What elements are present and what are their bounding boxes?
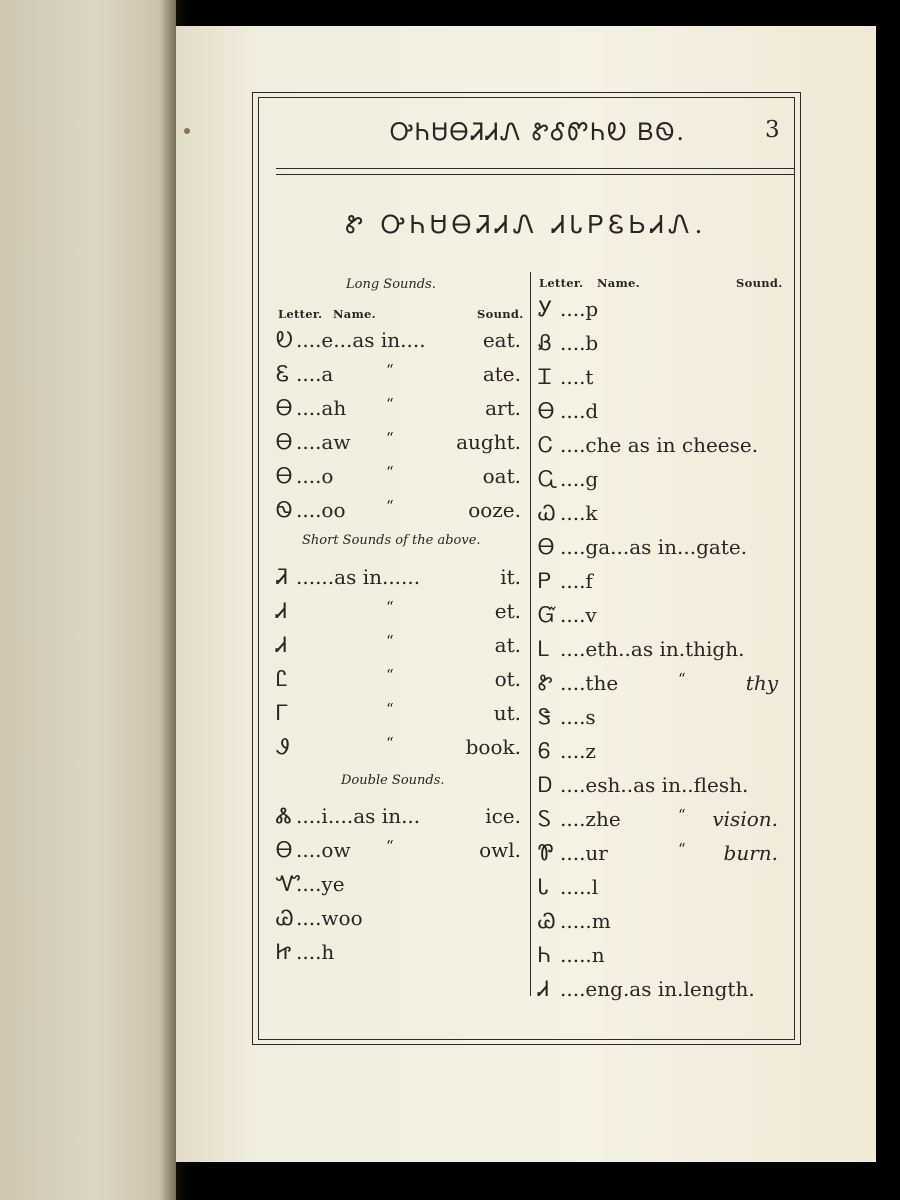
long-sounds-heading: Long Sounds. <box>346 277 436 292</box>
cherokee-letter: Ꮧ <box>538 977 549 1001</box>
cherokee-letter: Ꮎ <box>276 430 293 454</box>
cherokee-letter: Ꮖ <box>538 365 552 389</box>
header-rule-top <box>276 168 795 169</box>
cherokee-letter: Ꮥ <box>538 705 552 729</box>
left-col-letter-header: Letter. <box>278 307 323 321</box>
letter-name: .....n <box>560 943 605 967</box>
cherokee-letter: Ꮬ <box>276 804 292 828</box>
example-word: aught. <box>456 430 521 454</box>
letter-name: ....ur <box>560 841 608 865</box>
cherokee-letter: Ꮭ <box>276 667 288 691</box>
cherokee-letter: Ꮁ <box>276 701 289 725</box>
alphabet-row <box>538 807 778 833</box>
letter-name: ....esh..as in..flesh. <box>560 773 749 797</box>
alphabet-row <box>276 633 523 659</box>
letter-name: ....f <box>560 569 593 593</box>
alphabet-row <box>538 909 778 935</box>
cherokee-letter: Ꭹ <box>538 297 553 321</box>
letter-name: ....woo <box>296 906 363 930</box>
cherokee-letter: Ꮒ <box>538 943 551 967</box>
right-col-letter-header: Letter. <box>539 276 584 290</box>
alphabet-row <box>276 667 523 693</box>
letter-name: ....g <box>560 467 599 491</box>
alphabet-row <box>538 569 778 595</box>
alphabet-row <box>276 362 523 388</box>
example-word: it. <box>500 565 521 589</box>
cherokee-letter: Ꮨ <box>276 565 288 589</box>
example-word: art. <box>485 396 521 420</box>
example-word: vision. <box>712 807 778 831</box>
cherokee-letter: Ꮎ <box>276 464 293 488</box>
letter-name: ....eth..as in.thigh. <box>560 637 745 661</box>
letter-name: ....ow <box>296 838 351 862</box>
alphabet-row <box>276 701 523 727</box>
alphabet-row <box>538 297 778 323</box>
alphabet-row <box>276 804 523 830</box>
cherokee-letter: Ꮎ <box>538 399 555 423</box>
alphabet-row <box>276 735 523 761</box>
ditto-mark: “ <box>386 700 394 718</box>
cherokee-letter: Ꮚ <box>276 906 294 930</box>
alphabet-row <box>538 331 778 357</box>
example-word: book. <box>465 735 521 759</box>
alphabet-row <box>538 943 778 969</box>
running-header: ᎤᏂᏌᎾᏘᏗᏁ ᏑᎴᏛᏂᎧ ᏴᏫ. <box>390 118 686 146</box>
ditto-mark: “ <box>678 806 686 824</box>
letter-name: ....i....as in... <box>296 804 421 828</box>
letter-name: ....the <box>560 671 619 695</box>
cherokee-letter: Ꮗ <box>538 501 556 525</box>
alphabet-row <box>538 875 778 901</box>
alphabet-row <box>276 872 523 898</box>
cherokee-letter: Ꮵ <box>276 940 292 964</box>
example-word: ut. <box>493 701 521 725</box>
alphabet-row <box>276 940 523 966</box>
alphabet-row <box>276 328 523 354</box>
example-word: at. <box>494 633 521 657</box>
cherokee-letter: Ᏻ <box>538 603 557 627</box>
cherokee-letter: Ꮻ <box>276 498 293 522</box>
cherokee-letter: Ꮣ <box>538 875 549 899</box>
ditto-mark: “ <box>386 632 394 650</box>
cherokee-letter: Ꮎ <box>276 396 293 420</box>
column-divider <box>530 272 531 996</box>
page-title: Ꮡ ᎤᏂᏌᎾᏘᏗᏁ ᏗᏓᏢᏋᏏᏗᏁ. <box>345 210 708 239</box>
alphabet-row <box>538 399 778 425</box>
letter-name: ....v <box>560 603 597 627</box>
short-sounds-heading: Short Sounds of the above. <box>302 533 481 548</box>
letter-name: ....d <box>560 399 599 423</box>
ditto-mark: “ <box>386 395 394 413</box>
example-word: eat. <box>482 328 521 352</box>
letter-name: ....z <box>560 739 596 763</box>
ditto-mark: “ <box>386 598 394 616</box>
ditto-mark: “ <box>386 666 394 684</box>
example-word: ate. <box>482 362 521 386</box>
letter-name: ....a <box>296 362 334 386</box>
letter-name: ....o <box>296 464 334 488</box>
letter-name: .....m <box>560 909 611 933</box>
alphabet-row <box>538 977 778 1003</box>
example-word: ice. <box>485 804 521 828</box>
cherokee-letter: Ꮚ <box>538 909 556 933</box>
alphabet-row <box>538 603 778 629</box>
example-word: burn. <box>723 841 778 865</box>
cherokee-letter: Ꮽ <box>276 735 290 759</box>
letter-name: ....oo <box>296 498 346 522</box>
alphabet-row <box>538 535 778 561</box>
letter-name: ....ah <box>296 396 347 420</box>
alphabet-row <box>538 705 778 731</box>
alphabet-row <box>538 841 778 867</box>
cherokee-letter: Ꮧ <box>276 599 287 623</box>
cherokee-letter: Ꮮ <box>538 637 550 661</box>
letter-name: ....b <box>560 331 599 355</box>
ditto-mark: “ <box>678 840 686 858</box>
letter-name: ....h <box>296 940 335 964</box>
ditto-mark: “ <box>386 734 394 752</box>
ditto-mark: “ <box>386 837 394 855</box>
cherokee-letter: Ꮪ <box>538 807 552 831</box>
alphabet-row <box>276 464 523 490</box>
cherokee-letter: Ꮯ <box>538 433 553 457</box>
alphabet-row <box>538 671 778 697</box>
letter-name: ....aw <box>296 430 351 454</box>
ditto-mark: “ <box>386 361 394 379</box>
cherokee-letter: Ꮹ <box>538 467 559 491</box>
cherokee-letter: Ꮾ <box>538 739 551 763</box>
alphabet-row <box>538 365 778 391</box>
cherokee-letter: Ꮎ <box>538 535 555 559</box>
right-col-name-header: Name. <box>597 276 640 290</box>
cherokee-letter: Ꮎ <box>276 838 293 862</box>
letter-name: ....ga...as in...gate. <box>560 535 748 559</box>
header-rule-bottom <box>276 174 795 175</box>
cherokee-letter: Ꮧ <box>276 633 287 657</box>
letter-name: ....e...as in.... <box>296 328 426 352</box>
alphabet-row <box>276 396 523 422</box>
cherokee-letter: Ꭷ <box>276 328 293 352</box>
example-word: thy <box>745 671 778 695</box>
cherokee-letter: Ꮛ <box>276 362 290 386</box>
letter-name: ....t <box>560 365 594 389</box>
left-col-sound-header: Sound. <box>477 307 524 321</box>
example-word: et. <box>494 599 521 623</box>
letter-name: ....che as in cheese. <box>560 433 759 457</box>
alphabet-row <box>276 906 523 932</box>
right-col-sound-header: Sound. <box>736 276 783 290</box>
alphabet-row <box>276 430 523 456</box>
letter-name: ....p <box>560 297 599 321</box>
alphabet-row <box>538 637 778 663</box>
letter-name: ....zhe <box>560 807 621 831</box>
alphabet-row <box>276 498 523 524</box>
ditto-mark: “ <box>386 429 394 447</box>
example-word: ot. <box>494 667 521 691</box>
alphabet-row <box>538 773 778 799</box>
alphabet-row <box>276 565 523 591</box>
paper-spot <box>184 128 190 134</box>
ditto-mark: “ <box>386 497 394 515</box>
cherokee-letter: Ꮘ <box>538 841 554 865</box>
letter-name: ......as in...... <box>296 565 421 589</box>
example-word: owl. <box>479 838 521 862</box>
letter-name: ....s <box>560 705 596 729</box>
cherokee-letter: Ᏸ <box>538 331 552 355</box>
alphabet-row <box>538 467 778 493</box>
letter-name: ....ye <box>296 872 345 896</box>
example-word: oat. <box>482 464 521 488</box>
cherokee-letter: Ꮡ <box>538 671 553 695</box>
facing-blank-page <box>0 0 176 1200</box>
ditto-mark: “ <box>386 463 394 481</box>
cherokee-letter: Ꮲ <box>538 569 551 593</box>
letter-name: ....k <box>560 501 598 525</box>
cherokee-letter: Ꮙ <box>276 872 302 896</box>
alphabet-row <box>538 501 778 527</box>
alphabet-row <box>276 838 523 864</box>
alphabet-row <box>538 433 778 459</box>
alphabet-row <box>276 599 523 625</box>
example-word: ooze. <box>468 498 521 522</box>
double-sounds-heading: Double Sounds. <box>341 773 445 788</box>
page-number: 3 <box>765 117 780 143</box>
letter-name: ....eng.as in.length. <box>560 977 755 1001</box>
cherokee-letter: Ꭰ <box>538 773 553 797</box>
alphabet-row <box>538 739 778 765</box>
letter-name: .....l <box>560 875 599 899</box>
left-col-name-header: Name. <box>333 307 376 321</box>
ditto-mark: “ <box>678 670 686 688</box>
